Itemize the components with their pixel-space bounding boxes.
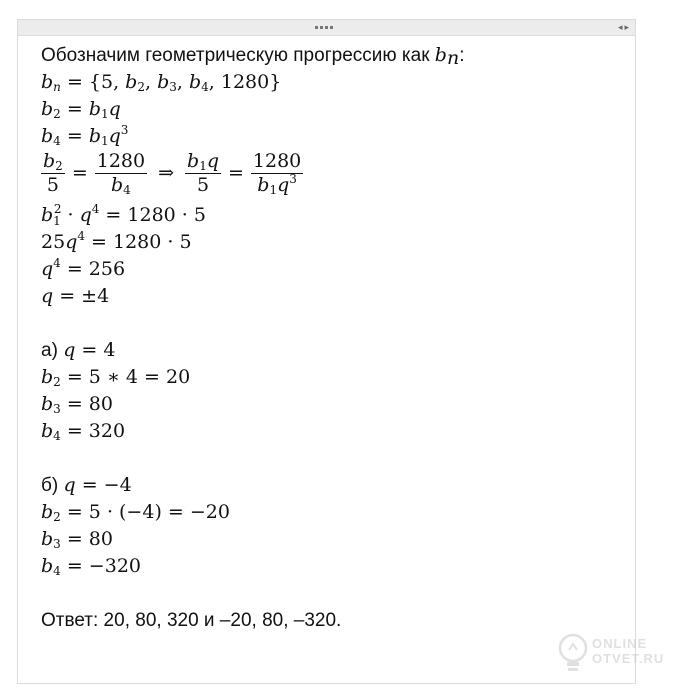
case-a-b4-line: $b_4 = 320$: [41, 420, 126, 443]
eq-b2-line: $b_2 = b_1q$: [41, 98, 121, 121]
case-b-q-line: б) q = −4: [41, 474, 132, 496]
case-a-b2-line: $b_2 = 5$ ∗ 4 = 20: [41, 366, 191, 389]
title-line: Обозначим геометрическую прогрессию как $b_n$:: [41, 44, 465, 69]
drag-handle-icon[interactable]: [315, 26, 339, 29]
fraction-line: $\frac{b_2}{5}$ = $\frac{1280}{b_4}$ ⇒ $\frac{b_1q}{5}$ = $\frac{1280}{b_1q^3}$: [43, 150, 302, 197]
fraction-b1q-over-5: $\frac{b_1q}{5}$: [187, 150, 219, 196]
eq-q-line: q = ±4: [41, 285, 110, 307]
case-b-label: б): [41, 475, 59, 496]
case-a-b3-line: $b_3 = 80$: [41, 393, 113, 416]
watermark-text: ONLINE OTVET.RU: [592, 636, 665, 666]
eq-25-line: $25q^4 = 1280 \cdot 5$: [41, 229, 192, 253]
lightbulb-icon: [556, 632, 590, 678]
implies-arrow: ⇒: [158, 161, 175, 184]
case-a-label: а): [41, 340, 58, 361]
panel-top-bar: [18, 20, 635, 36]
case-b-b2-line: $b_2 = 5 \cdot (-4) = -20$: [41, 501, 230, 524]
solution-content: [41, 42, 663, 634]
fraction-1280-over-b1q3: $\frac{1280}{b_1q^3}$: [252, 150, 302, 197]
case-a-q-line: а) q = 4: [41, 339, 116, 361]
site-watermark: [556, 632, 666, 682]
eq-256-line: $q^4 = 256$: [41, 256, 126, 280]
resize-arrows-icon[interactable]: ◂▸: [617, 22, 631, 32]
fraction-1280-over-b4: $\frac{1280}{b_4}$: [96, 150, 146, 197]
answer-line: Ответ: 20, 80, 320 и –20, 80, –320.: [41, 610, 342, 631]
fraction-b2-over-5: $\frac{b_2}{5}$: [43, 150, 63, 196]
set-line: $b_n = \{5$, $b_2$, $b_3$, $b_4$, 1280}: [41, 71, 282, 94]
eq-b4-line: $b_4 = b_1q^3$: [41, 123, 129, 148]
eq-product-line: $b_1^2 \cdot q^4 = 1280 \cdot 5$: [41, 202, 206, 228]
case-b-b4-line: $b_4 = -320$: [41, 555, 141, 578]
case-b-b3-line: $b_3 = 80$: [41, 528, 113, 551]
